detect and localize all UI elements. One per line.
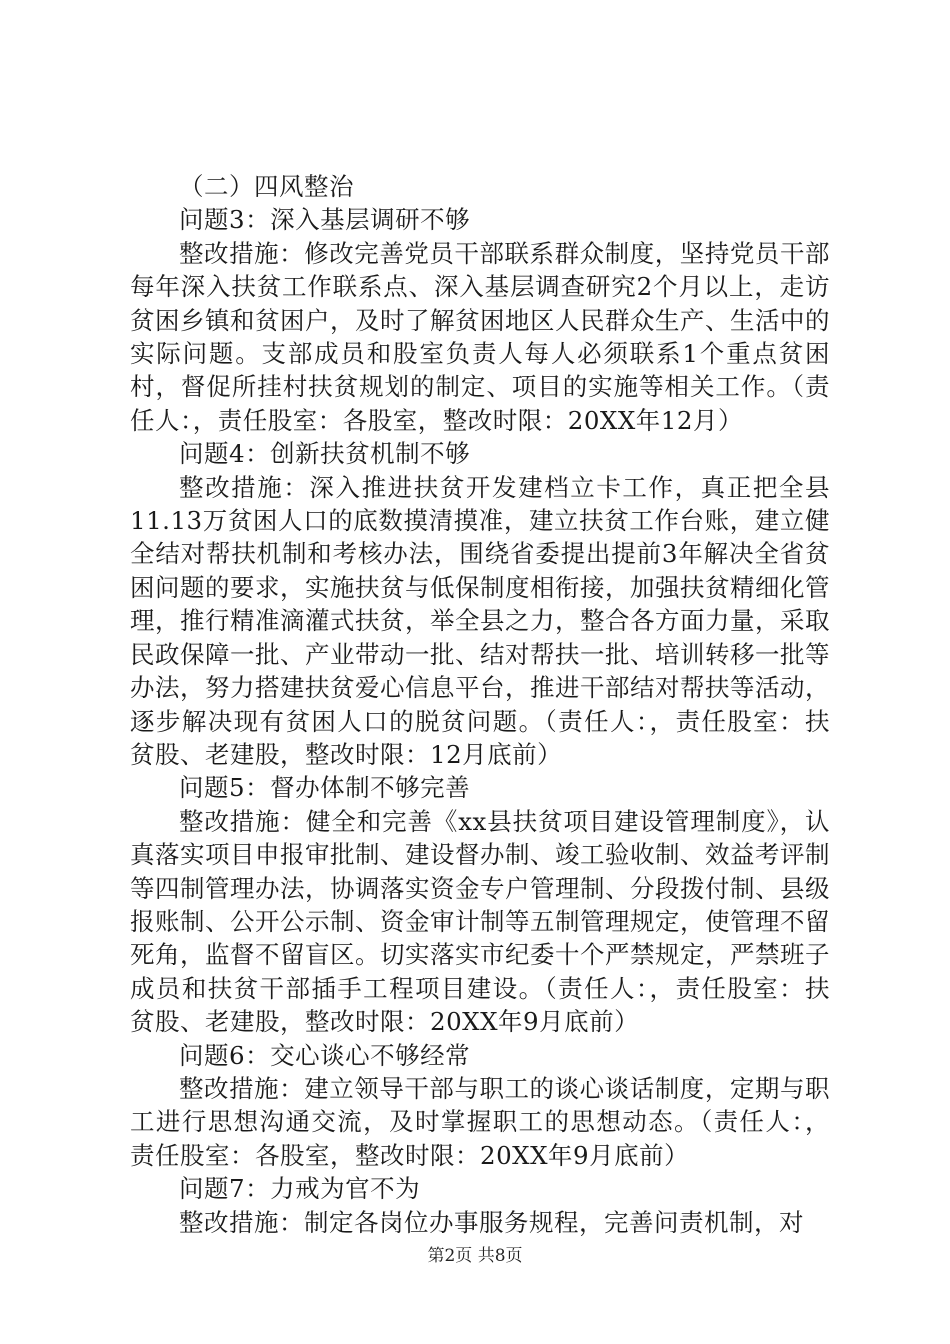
- issue-heading-3: 问题3：深入基层调研不够: [179, 205, 471, 235]
- measure-paragraph-7: 整改措施：制定各岗位办事服务规程，完善问责机制，对: [179, 1207, 804, 1237]
- measure-paragraph-3: 整改措施：修改完善党员干部联系群众制度，坚持党员干部每年深入扶贫工作联系点、深入基层调查研究2个月以上，走访贫困乡镇和贫困户，及时了解贫困地区人民群众生产、生活中的实际问题。支部成员和股室负责人每人必须联系1个重点贫困村，督促所挂村扶贫规划的制定、项目的实施等相关工作。（责任人：，责任股室：各股室，整改时限：20XX年12月）: [130, 238, 830, 435]
- measure-paragraph-4: 整改措施：深入推进扶贫开发建档立卡工作，真正把全县11.13万贫困人口的底数摸清摸准，建立扶贫工作台账，建立健全结对帮扶机制和考核办法，围绕省委提出提前3年解决全省贫困问题的要求，实施扶贫与低保制度相衔接，加强扶贫精细化管理，推行精准滴灌式扶贫，举全县之力，整合各方面力量，采取民政保障一批、产业带动一批、结对帮扶一批、培训转移一批等办法，努力搭建扶贫爱心信息平台，推进干部结对帮扶等活动，逐步解决现有贫困人口的脱贫问题。（责任人：，责任股室：扶贫股、老建股，整改时限：12月底前）: [130, 472, 830, 769]
- document-body: [130, 170, 830, 1239]
- issue-heading-7: 问题7：力戒为官不为: [179, 1174, 421, 1204]
- issue-heading-4: 问题4：创新扶贫机制不够: [179, 439, 471, 469]
- issue-heading-6: 问题6：交心谈心不够经常: [179, 1040, 471, 1070]
- section-heading: （二）四风整治: [179, 172, 354, 201]
- issue-heading-5: 问题5：督办体制不够完善: [179, 773, 471, 803]
- page-footer: [0, 1245, 950, 1267]
- page-indicator: 第2页 共8页: [427, 1246, 523, 1266]
- measure-paragraph-6: 整改措施：建立领导干部与职工的谈心谈话制度，定期与职工进行思想沟通交流，及时掌握职工的思想动态。（责任人：，责任股室：各股室，整改时限：20XX年9月底前）: [130, 1073, 830, 1170]
- measure-paragraph-5: 整改措施：健全和完善《xx县扶贫项目建设管理制度》，认真落实项目申报审批制、建设督办制、竣工验收制、效益考评制等四制管理办法，协调落实资金专户管理制、分段拨付制、县级报账制、公开公示制、资金审计制等五制管理规定，使管理不留死角，监督不留盲区。切实落实市纪委十个严禁规定，严禁班子成员和扶贫干部插手工程项目建设。（责任人：，责任股室：扶贫股、老建股，整改时限：20XX年9月底前）: [130, 806, 830, 1037]
